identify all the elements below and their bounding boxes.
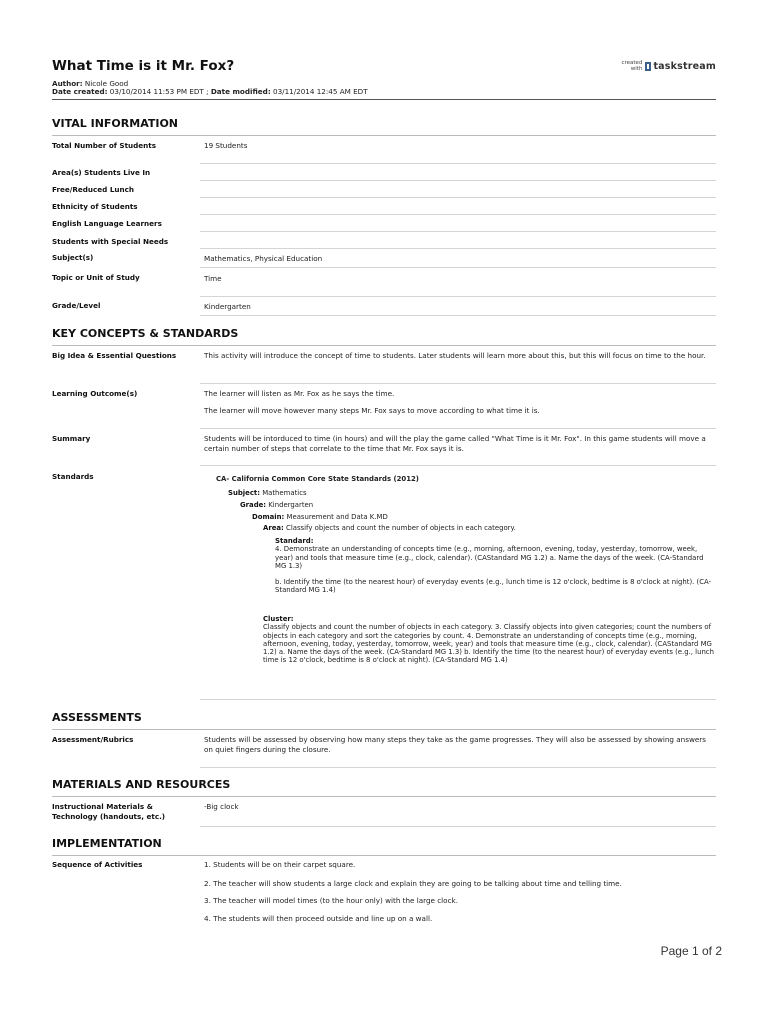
standards-grade-label: Grade:	[240, 501, 267, 509]
standard-text-a: 4. Demonstrate an understanding of concepts time (e.g., morning, afternoon, evening, today, yesterday, tomorrow, week, year) and tools that measure time (e.g., clock, calendar). (CAStandard MG 1.2) a. Name the days of the week. (CA-Standard MG 1.3)	[275, 545, 704, 570]
standards-subject	[228, 489, 307, 497]
field-value-topic: Time	[204, 274, 222, 283]
sequence-step-1: 1. Students will be on their carpet square.	[204, 860, 356, 869]
field-label-topic: Topic or Unit of Study	[52, 273, 140, 282]
standards-area-label: Area:	[263, 524, 284, 532]
standards-area-value: Classify objects and count the number of objects in each category.	[286, 524, 516, 532]
row-divider	[200, 267, 716, 268]
section-heading-materials: MATERIALS AND RESOURCES	[52, 778, 231, 791]
field-label-big-idea: Big Idea & Essential Questions	[52, 351, 177, 360]
taskstream-logo	[621, 60, 716, 72]
row-divider	[200, 180, 716, 181]
field-label-sequence: Sequence of Activities	[52, 860, 143, 869]
row-divider	[200, 699, 716, 700]
date-separator: ;	[206, 87, 209, 96]
standards-domain	[252, 513, 388, 521]
standards-area	[263, 524, 713, 532]
field-label-grade: Grade/Level	[52, 301, 101, 310]
row-divider	[200, 826, 716, 827]
field-label-total-students: Total Number of Students	[52, 141, 156, 150]
field-label-special-needs: Students with Special Needs	[52, 237, 169, 246]
author-label: Author:	[52, 79, 83, 88]
cluster-label: Cluster:	[263, 615, 294, 623]
field-value-subjects: Mathematics, Physical Education	[204, 254, 323, 263]
field-label-free-lunch: Free/Reduced Lunch	[52, 185, 135, 194]
standard-text-b: b. Identify the time (to the nearest hour) of everyday events (e.g., lunch time is 12 o'clock, bedtime is 8 o'clock at night). (CA-Standard MG 1.4)	[275, 578, 712, 595]
cluster-text: Classify objects and count the number of objects in each category. 3. Classify objects into given categories; count the numbers of objects in each category and sort the categories by count. 4. Demonstrate an understanding of concepts time (e.g., morning, afternoon, evening, today, yesterday, tomorrow, week, year) and tools that measure time (e.g., clock, calendar). (CAStandard MG 1.2) a. Name the days of the week. (CA-Standard MG 1.3) b. Identify the time (to the nearest hour) of everyday events (e.g., lunch time is 12 o'clock, bedtime is 8 o'clock at night). (CA-Standard MG 1.4)	[263, 623, 714, 665]
section-heading-key-concepts: KEY CONCEPTS & STANDARDS	[52, 327, 239, 340]
standards-framework: CA- California Common Core State Standards (2012)	[216, 475, 419, 483]
section-divider	[52, 345, 716, 346]
author-name: Nicole Good	[84, 79, 129, 88]
field-label-ethnicity: Ethnicity of Students	[52, 202, 138, 211]
field-label-ell: English Language Learners	[52, 219, 162, 228]
header-divider	[52, 99, 716, 100]
section-divider	[52, 855, 716, 856]
logo-created-text: created	[621, 60, 643, 66]
row-divider	[200, 214, 716, 215]
field-label-learning-outcomes: Learning Outcome(s)	[52, 389, 138, 398]
standards-domain-value: Measurement and Data K.MD	[286, 513, 388, 521]
row-divider	[200, 465, 716, 466]
section-divider	[52, 135, 716, 136]
section-divider	[52, 729, 716, 730]
field-label-materials: Instructional Materials & Technology (handouts, etc.)	[52, 802, 166, 821]
sequence-step-2: 2. The teacher will show students a large clock and explain they are going to be talking about time and telling time.	[204, 879, 622, 888]
field-value-grade: Kindergarten	[204, 302, 251, 311]
field-label-assessment: Assessment/Rubrics	[52, 735, 134, 744]
field-label-standards: Standards	[52, 472, 94, 481]
sequence-step-4: 4. The students will then proceed outside and line up on a wall.	[204, 914, 433, 923]
logo-with-text: with	[630, 66, 643, 72]
date-modified-label: Date modified:	[210, 87, 271, 96]
field-value-total-students: 19 Students	[204, 141, 248, 150]
section-heading-vital: VITAL INFORMATION	[52, 117, 179, 130]
standards-grade-value: Kindergarten	[268, 501, 314, 509]
logo-caption	[621, 60, 642, 72]
field-value-assessment: Students will be assessed by observing how many steps they take as the game progresses. They will also be assessed by showing answers on quiet fingers during the closure.	[204, 735, 706, 754]
field-label-summary: Summary	[52, 434, 91, 443]
row-divider	[200, 248, 716, 249]
row-divider	[200, 315, 716, 316]
row-divider	[200, 383, 716, 384]
logo-brand-text: taskstream	[653, 60, 716, 72]
row-divider	[200, 296, 716, 297]
field-value-big-idea: This activity will introduce the concept of time to students. Later students will learn more about this, but this will focus on time to the hour.	[204, 351, 706, 360]
section-heading-implementation: IMPLEMENTATION	[52, 837, 162, 850]
row-divider	[200, 767, 716, 768]
standards-domain-label: Domain:	[252, 513, 285, 521]
date-created-label: Date created:	[52, 87, 108, 96]
section-heading-assessments: ASSESSMENTS	[52, 711, 142, 724]
row-divider	[200, 163, 716, 164]
row-divider	[200, 197, 716, 198]
field-label-subjects: Subject(s)	[52, 253, 94, 262]
taskstream-logo-icon	[645, 62, 651, 71]
document-title: What Time is it Mr. Fox?	[52, 58, 235, 74]
learning-outcome-2: The learner will move however many steps Mr. Fox says to move according to what time it is.	[204, 406, 540, 415]
sequence-step-3: 3. The teacher will model times (to the hour only) with the large clock.	[204, 896, 458, 905]
learning-outcome-1: The learner will listen as Mr. Fox as he says the time.	[204, 389, 395, 398]
standard-label: Standard:	[275, 537, 314, 545]
row-divider	[200, 231, 716, 232]
standards-subject-label: Subject:	[228, 489, 260, 497]
date-created: 03/10/2014 11:53 PM EDT	[109, 87, 204, 96]
page-number: Page 1 of 2	[660, 944, 722, 958]
dates-line	[52, 87, 368, 96]
date-modified: 03/11/2014 12:45 AM EDT	[273, 87, 368, 96]
field-value-materials: -Big clock	[204, 802, 239, 811]
section-divider	[52, 796, 716, 797]
standards-subject-value: Mathematics	[262, 489, 307, 497]
field-value-summary: Students will be intorduced to time (in hours) and will the play the game called "What Time is it Mr. Fox". In this game students will move a certain number of steps that correlate to the time that Mr. Fox says it is.	[204, 434, 706, 453]
standard-block	[275, 537, 715, 595]
row-divider	[200, 428, 716, 429]
standards-grade	[240, 501, 313, 509]
cluster-block	[263, 615, 715, 665]
field-label-area-live: Area(s) Students Live In	[52, 168, 151, 177]
